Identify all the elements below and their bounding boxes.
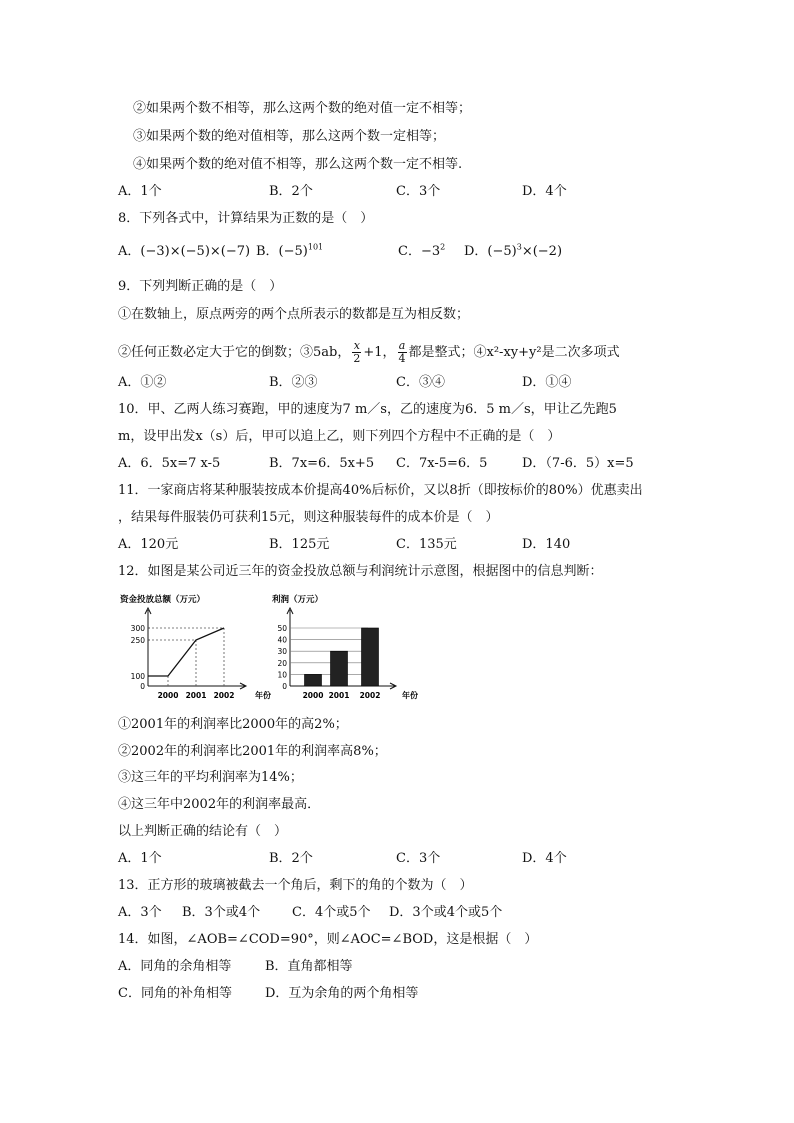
- chart1-x-tick-label: 2001: [185, 691, 207, 700]
- q9-option-a: A．①②: [118, 375, 167, 390]
- q8-option-d-exponent: 3: [516, 242, 522, 252]
- chart2-bar: [362, 628, 379, 686]
- q13-option-b: B．3个或4个: [182, 905, 261, 920]
- q7-option-a: A．1个: [118, 184, 162, 199]
- q11-option-d: D．140: [522, 537, 571, 552]
- q11-stem-line-1: 11．一家商店将某种服装按成本价提高40%后标价，又以8折（即按标价的80%）优惠卖出: [118, 483, 643, 498]
- q9-frac2-denominator: 4: [398, 352, 406, 365]
- q9-option-c: C．③④: [396, 375, 445, 390]
- q9-option-d: D．①④: [522, 375, 572, 390]
- q7-statement-4: ④如果两个数的绝对值不相等，那么这两个数一定不相等.: [133, 157, 463, 172]
- q7-option-c: C．3个: [396, 184, 441, 199]
- q8-stem: 8．下列各式中，计算结果为正数的是（ ）: [118, 211, 374, 226]
- chart1-title: 资金投放总额（万元）: [120, 595, 206, 605]
- q13-stem: 13．正方形的玻璃被截去一个角后，剩下的角的个数为（ ）: [118, 878, 473, 893]
- chart2-y-tick-label: 40: [277, 635, 287, 645]
- q13-option-a: A．3个: [118, 905, 162, 920]
- chart2-x-tick-label: 2001: [328, 691, 350, 700]
- q10-stem-line-2: m，设甲出发x（s）后，甲可以追上乙，则下列四个方程中不正确的是（ ）: [118, 429, 561, 444]
- q10-stem-line-1: 10．甲、乙两人练习赛跑，甲的速度为7 m／s，乙的速度为6．5 m／s，甲让乙先跑5: [118, 402, 617, 417]
- q9-frac2-numerator: a: [398, 339, 406, 352]
- q12-statement-3: ③这三年的平均利润率为14%；: [118, 770, 303, 785]
- q7-option-d: D．4个: [522, 184, 567, 199]
- chart2-x-tick-label: 2002: [359, 691, 381, 700]
- chart2-x-tick-label: 2000: [302, 691, 324, 700]
- q8-option-c: [398, 244, 445, 260]
- chart1-y-tick-label: 100: [130, 672, 145, 681]
- chart2-bar: [331, 651, 348, 686]
- q12-option-b: B．2个: [269, 851, 313, 866]
- chart1-x-tick-label: 2000: [157, 691, 179, 700]
- q10-option-b: B．7x=6．5x+5: [269, 456, 375, 471]
- q8-option-b: [256, 244, 323, 260]
- q14-stem: 14．如图，∠AOB=∠COD=90°，则∠AOC=∠BOD，这是根据（ ）: [118, 932, 538, 947]
- q14-option-d: D．互为余角的两个角相等: [265, 986, 419, 1001]
- q11-option-c: C．135元: [396, 537, 457, 552]
- chart2-y-tick-label: 30: [277, 647, 287, 657]
- q8-option-b-exponent: 101: [307, 242, 324, 252]
- q7-statement-3: ③如果两个数的绝对值相等，那么这两个数一定相等；: [133, 129, 446, 144]
- q12-statement-1: ①2001年的利润率比2000年的高2%；: [118, 717, 348, 732]
- chart2-x-label: 年份: [402, 691, 418, 700]
- q8-option-d-tail: ×(−2): [521, 244, 563, 259]
- q9-statement-2: [118, 340, 620, 365]
- q8-option-a: A．(−3)×(−5)×(−7): [118, 244, 251, 259]
- q10-option-c: C．7x-5=6．5: [396, 456, 488, 471]
- chart2-title: 利润（万元）: [272, 595, 324, 605]
- q9-fraction-a-over-4: [398, 340, 407, 365]
- chart2-y-tick-label: 0: [282, 682, 287, 691]
- q12-question: 以上判断正确的结论有（ ）: [118, 824, 288, 839]
- q13-option-c: C．4个或5个: [292, 905, 371, 920]
- q10-option-d: D．（7-6．5）x=5: [522, 456, 634, 471]
- q12-option-a: A．1个: [118, 851, 162, 866]
- q8-option-d-base: D．(−5): [464, 244, 517, 259]
- q11-stem-line-2: ，结果每件服装仍可获利15元，则这种服装每件的成本价是（ ）: [118, 510, 499, 525]
- q12-statement-2: ②2002年的利润率比2001年的利润率高8%；: [118, 744, 387, 759]
- q11-option-b: B．125元: [269, 537, 330, 552]
- q12-option-d: D．4个: [522, 851, 567, 866]
- investment-line-chart: [118, 590, 278, 704]
- q12-stem: 12．如图是某公司近三年的资金投放总额与利润统计示意图，根据图中的信息判断：: [118, 564, 603, 579]
- q9-statement-2a: ②任何正数必定大于它的倒数；③5ab，: [118, 345, 351, 360]
- profit-bar-chart: [268, 590, 428, 704]
- q14-option-b: B．直角都相等: [265, 959, 353, 974]
- chart1-x-tick-label: 2002: [213, 691, 235, 700]
- q8-option-c-base: C．−3: [398, 244, 441, 259]
- chart1-x-label: 年份: [255, 691, 271, 700]
- q9-frac1-denominator: 2: [353, 352, 361, 365]
- chart1-y-tick-label: 0: [140, 682, 145, 691]
- q12-statement-4: ④这三年中2002年的利润率最高．: [118, 797, 321, 812]
- q11-option-a: A．120元: [118, 537, 179, 552]
- q9-statement-2b: +1，: [363, 345, 396, 360]
- chart2-y-tick-label: 10: [277, 670, 287, 680]
- q10-option-a: A．6．5x=7 x-5: [118, 456, 221, 471]
- chart2-y-tick-label: 50: [277, 624, 287, 633]
- q9-frac1-numerator: x: [353, 339, 360, 352]
- q13-option-d: D．3个或4个或5个: [389, 905, 503, 920]
- q9-statement-1: ①在数轴上，原点两旁的两个点所表示的数都是互为相反数；: [118, 307, 470, 322]
- chart1-y-tick-label: 300: [130, 624, 145, 633]
- q9-statement-2c: 都是整式；④x²-xy+y²是二次多项式: [408, 345, 620, 360]
- q12-option-c: C．3个: [396, 851, 441, 866]
- chart2-y-tick-label: 20: [277, 658, 287, 668]
- chart1-y-tick-label: 250: [130, 636, 145, 645]
- q7-statement-2: ②如果两个数不相等，那么这两个数的绝对值一定不相等；: [133, 101, 472, 116]
- q8-option-d: [464, 244, 562, 260]
- q14-option-c: C．同角的补角相等: [118, 986, 232, 1001]
- q8-option-b-base: B．(−5): [256, 244, 308, 259]
- q8-option-c-exponent: 2: [440, 242, 446, 252]
- q9-fraction-x-over-2: [352, 340, 361, 365]
- q7-option-b: B．2个: [269, 184, 313, 199]
- q14-option-a: A．同角的余角相等: [118, 959, 232, 974]
- chart1-series-line: [148, 628, 224, 676]
- q9-stem: 9．下列判断正确的是（ ）: [118, 279, 283, 294]
- chart2-bar: [305, 674, 322, 686]
- q9-option-b: B．②③: [269, 375, 318, 390]
